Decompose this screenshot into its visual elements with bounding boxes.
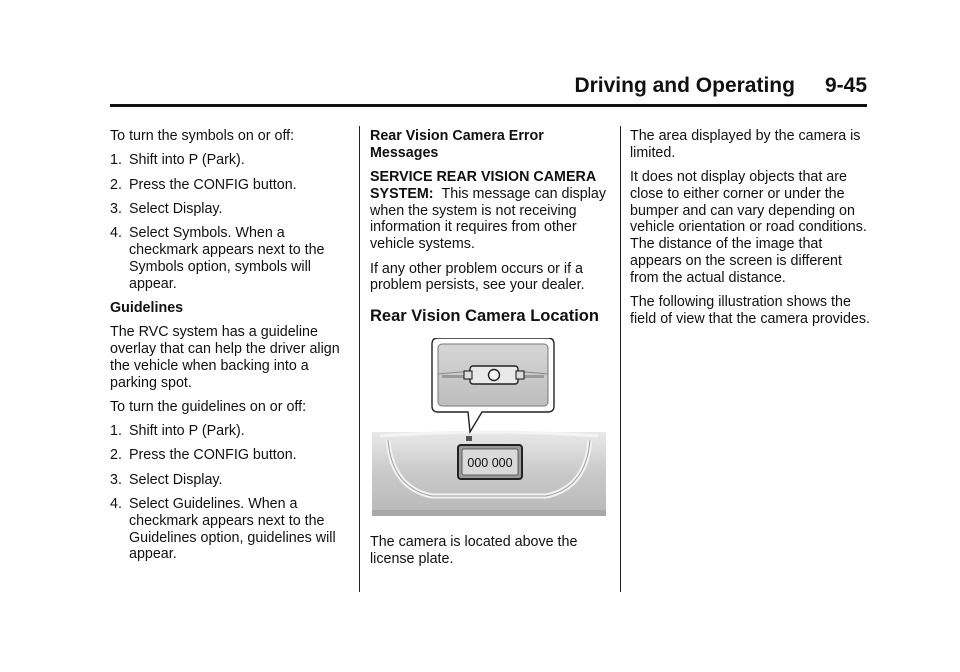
service-message-text: This message can display when the system is not receiving information it requires from other vehicle systems. (370, 185, 607, 253)
list-item: 1. Shift into P (Park). (110, 423, 245, 440)
page-number: 9-45 (824, 74, 867, 97)
symbols-steps (110, 152, 350, 292)
other-problem-paragraph: If any other problem occurs or if a problem persists, see your dealer. (370, 260, 585, 294)
camera-unit (464, 366, 524, 384)
column-1 (110, 128, 350, 571)
guidelines-paragraph: The RVC system has a guideline overlay that can help the driver align the vehicle when backing into a parking spot. (110, 324, 340, 391)
area-limited-paragraph: The area displayed by the camera is limited. (630, 128, 861, 161)
list-item: 2. Press the CONFIG button. (110, 447, 297, 464)
camera-callout (432, 338, 554, 432)
license-plate (458, 445, 522, 479)
guidelines-intro: To turn the guidelines on or off: (110, 398, 307, 415)
list-item: 4. Select Symbols. When a checkmark appears next to the Symbols option, symbols will appear. (110, 225, 325, 292)
display-limits-paragraph: It does not display objects that are close to either corner or under the bumper and can vary depending on vehicle orientation or road conditions. The distance of the image that appears on the screen is different from the actual distance. (630, 169, 867, 286)
symbols-intro: To turn the symbols on or off: (110, 128, 295, 144)
camera-location-illustration (372, 338, 606, 516)
service-message-label: SERVICE REAR VISION CAMERA SYSTEM: (370, 169, 596, 202)
camera-mount-marker (466, 436, 472, 441)
illustration-caption: The camera is located above the license plate. (370, 534, 578, 567)
error-messages-heading: Rear Vision Camera Error Messages (370, 128, 544, 161)
guidelines-steps (110, 423, 350, 563)
column-divider-1 (359, 126, 360, 592)
illustration-intro-paragraph: The following illustration shows the field of view that the camera provides. (630, 294, 870, 327)
column-divider-2 (620, 126, 621, 592)
section-title: Driving and Operating (574, 74, 795, 97)
column-2 (370, 128, 610, 332)
service-message-paragraph (370, 169, 610, 253)
list-item: 4. Select Guidelines. When a checkmark appears next to the Guidelines option, guidelines will appear. (110, 496, 336, 563)
camera-location-heading: Rear Vision Camera Location (370, 307, 599, 326)
column-3 (630, 128, 870, 335)
list-item: 1. Shift into P (Park). (110, 152, 245, 169)
list-item: 3. Select Display. (110, 471, 223, 488)
page-header (110, 74, 867, 107)
camera-lens (489, 370, 500, 381)
license-plate-number: 000 000 (467, 456, 513, 470)
list-item: 2. Press the CONFIG button. (110, 176, 297, 193)
list-item: 3. Select Display. (110, 200, 223, 217)
guidelines-heading: Guidelines (110, 299, 184, 316)
